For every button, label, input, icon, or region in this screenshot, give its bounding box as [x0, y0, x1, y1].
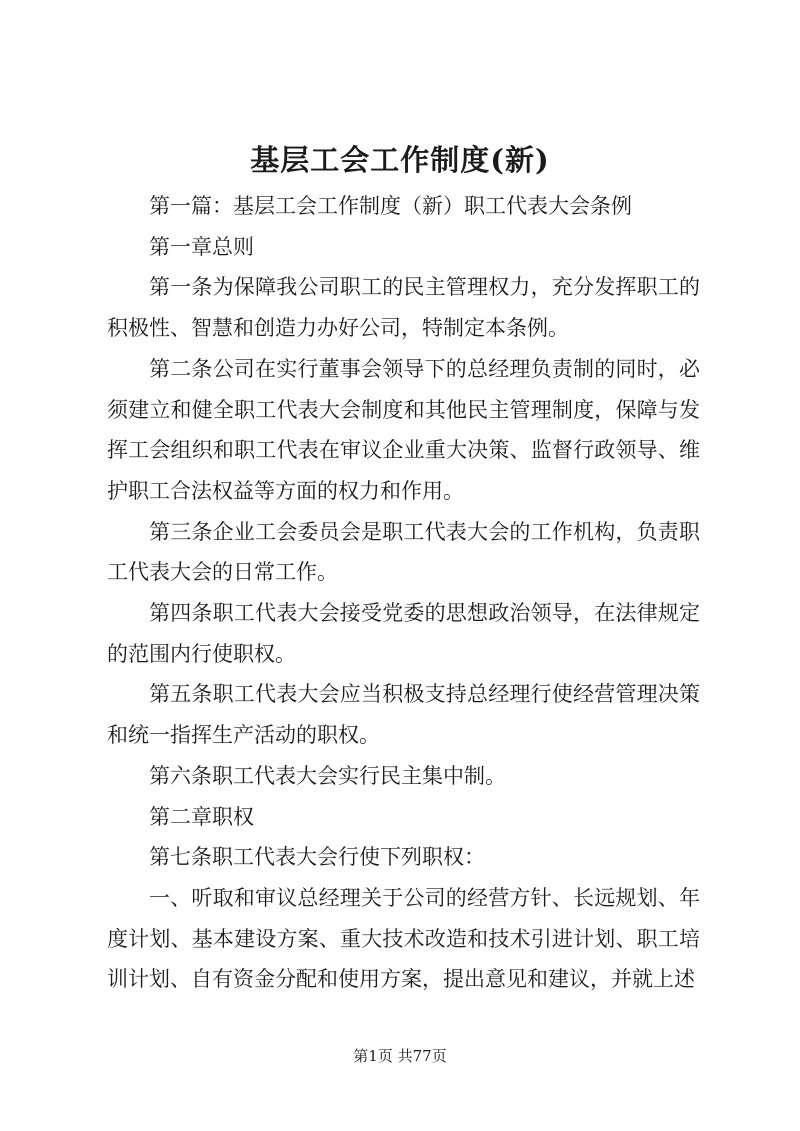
- paragraph-article-1: 第一条为保障我公司职工的民主管理权力，充分发挥职工的积极性、智慧和创造力办好公司，特制定本条例。: [107, 275, 700, 341]
- paragraph-part-heading: 第一篇：基层工会工作制度（新）职工代表大会条例: [149, 194, 632, 218]
- paragraph-article-4: 第四条职工代表大会接受党委的思想政治领导，在法律规定的范围内行使职权。: [107, 601, 700, 666]
- document-body: [107, 186, 700, 1000]
- paragraph-item-1: 一、听取和审议总经理关于公司的经营方针、长远规划、年度计划、基本建设方案、重大技术改造和技术引进计划、职工培训计划、自有资金分配和使用方案，提出意见和建议，并就上述: [107, 885, 700, 992]
- document-title: 基层工会工作制度(新): [250, 143, 550, 177]
- paragraph-article-6: 第六条职工代表大会实行民主集中制。: [149, 763, 506, 788]
- paragraph-article-3: 第三条企业工会委员会是职工代表大会的工作机构，负责职工代表大会的日常工作。: [107, 519, 700, 585]
- paragraph-chapter-2: 第二章职权: [149, 804, 254, 829]
- paragraph-chapter-1: 第一章总则: [149, 234, 254, 259]
- paragraph-article-2: 第二条公司在实行董事会领导下的总经理负责制的同时，必须建立和健全职工代表大会制度和其他民主管理制度，保障与发挥工会组织和职工代表在审议企业重大决策、监督行政领导、维护职工合法权益等方面的权力和作用。: [107, 356, 700, 503]
- paragraph-article-5: 第五条职工代表大会应当积极支持总经理行使经营管理决策和统一指挥生产活动的职权。: [107, 682, 700, 748]
- paragraph-article-7: 第七条职工代表大会行使下列职权：: [149, 845, 485, 870]
- page-number-footer: 第1页 共77页: [353, 1047, 447, 1065]
